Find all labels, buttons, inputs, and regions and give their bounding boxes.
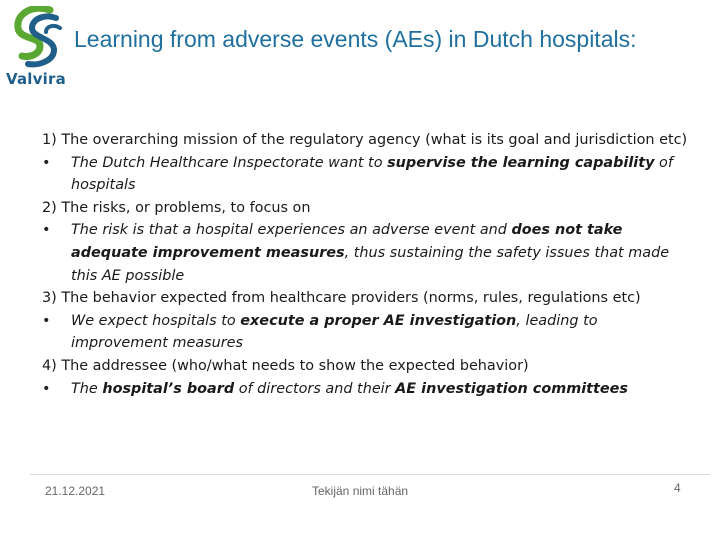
bullet-icon: • [42, 380, 51, 397]
numbered-paragraph [42, 287, 692, 310]
logo-wordmark: Valvira [6, 70, 66, 88]
text-run: The Dutch Healthcare Inspectorate want to [71, 154, 388, 171]
bullet-icon: • [42, 312, 51, 329]
numbered-paragraph [42, 355, 692, 378]
emphasis-text: hospital’s board [102, 380, 235, 397]
footer-divider [30, 474, 710, 475]
numbered-paragraph [42, 197, 692, 220]
text-run: 4) The addressee (who/what needs to show the expected behavior) [42, 357, 529, 374]
text-run: We expect hospitals to [71, 312, 241, 329]
text-run: , leading to improvement measures [71, 312, 598, 352]
bullet-item [42, 310, 692, 355]
emphasis-text: does not take adequate improvement measures [71, 222, 623, 261]
bullet-item [42, 378, 692, 401]
slide-body [42, 129, 692, 400]
text-run: 3) The behavior expected from healthcare providers (norms, rules, regulations etc) [42, 290, 641, 307]
footer-page-number: 4 [674, 481, 681, 495]
valvira-emblem-icon [10, 6, 66, 68]
bullet-icon: • [42, 222, 51, 239]
emphasis-text: AE investigation committees [395, 380, 628, 397]
text-run: The risk is that a hospital experiences an adverse event and [71, 222, 512, 239]
text-run: 1) The overarching mission of the regulatory agency (what is its goal and jurisdiction etc) [42, 132, 688, 148]
text-run: The [71, 380, 103, 397]
emphasis-text: execute a proper AE investigation [240, 312, 517, 329]
footer-date: 21.12.2021 [45, 484, 106, 498]
bullet-icon: • [42, 154, 51, 171]
text-run: of directors and their [234, 380, 396, 397]
bullet-item [42, 152, 692, 197]
text-run: , thus sustaining the safety issues that made this AE possible [71, 244, 670, 284]
text-run: of hospitals [71, 154, 673, 194]
bullet-item [42, 219, 692, 287]
text-run: 2) The risks, or problems, to focus on [42, 199, 311, 216]
footer-author: Tekijän nimi tähän [312, 484, 409, 498]
slide-title: Learning from adverse events (AEs) in Dutch hospitals: [74, 26, 637, 52]
numbered-paragraph [42, 129, 692, 152]
emphasis-text: supervise the learning capability [387, 154, 655, 171]
valvira-logo [6, 6, 70, 90]
